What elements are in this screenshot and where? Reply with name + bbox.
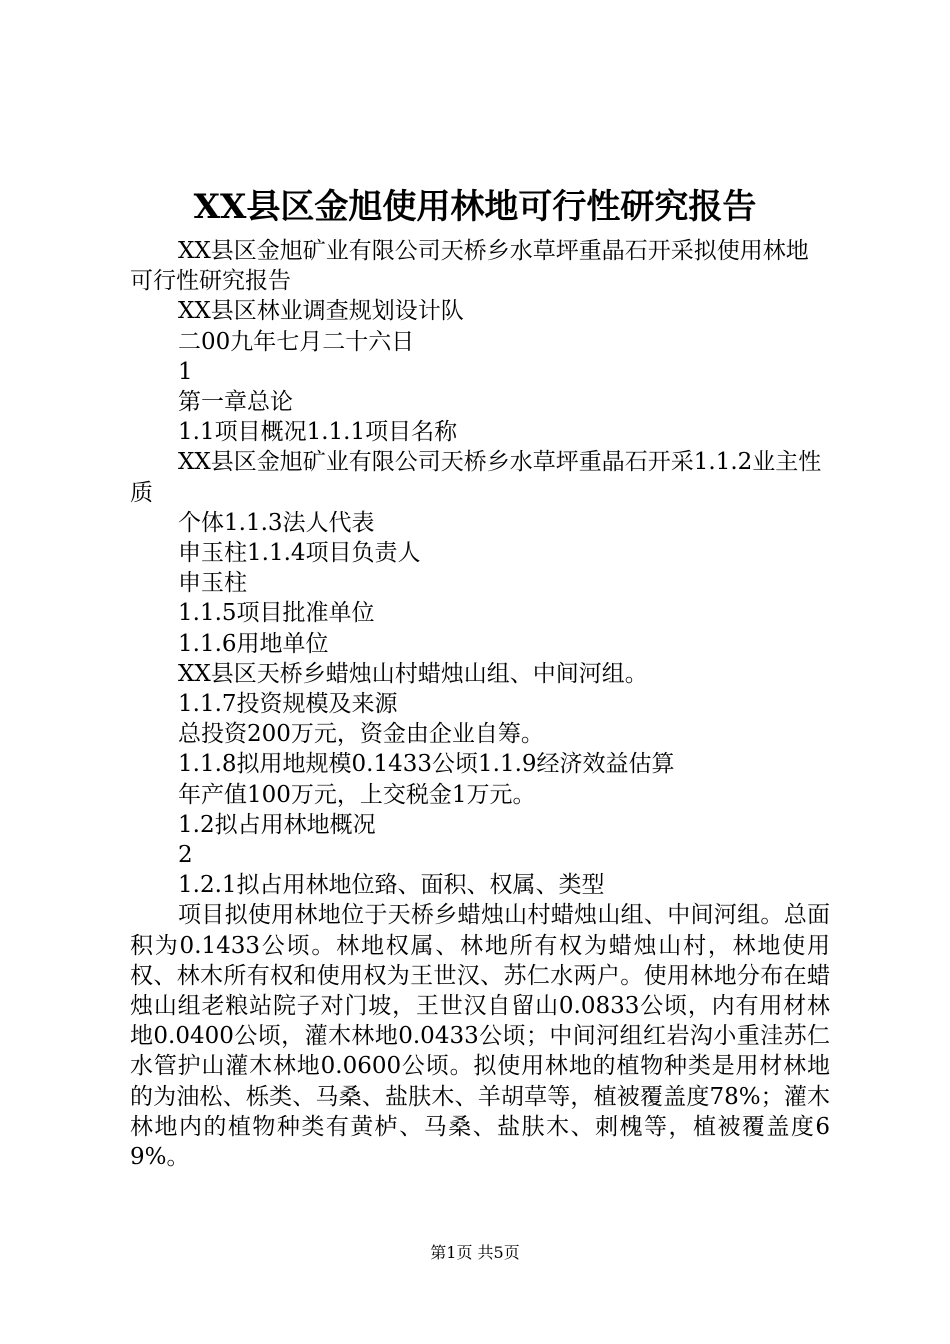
document-body	[130, 236, 830, 1172]
paragraph-land-unit-value: XX县区天桥乡蜡烛山村蜡烛山组、中间河组。	[178, 660, 648, 687]
paragraph-report-full-title: XX县区金旭矿业有限公司天桥乡水草坪重晶石开采拟使用林地可行性研究报告	[130, 238, 809, 295]
paragraph-land-scale: 1.1.8拟用地规模0.1433公顷1.1.9经济效益估算	[178, 751, 675, 778]
paragraph-project-lead: 申玉柱	[178, 570, 247, 597]
paragraph-investment-heading: 1.1.7投资规模及来源	[178, 691, 398, 718]
paragraph-project-name: XX县区金旭矿业有限公司天桥乡水草坪重晶石开采1.1.2业主性质	[130, 449, 822, 506]
paragraph-section-1-2: 1.2拟占用林地概况	[178, 811, 376, 838]
paragraph-author-unit: XX县区林业调查规划设计队	[178, 298, 464, 325]
paragraph-legal-rep: 申玉柱1.1.4项目负责人	[178, 540, 421, 567]
page-footer: 第1页 共5页	[430, 1243, 520, 1262]
paragraph-approval-unit: 1.1.5项目批准单位	[178, 600, 375, 627]
paragraph-date: 二00九年七月二十六日	[178, 328, 415, 355]
paragraph-output-value: 年产值100万元，上交税金1万元。	[178, 781, 536, 808]
paragraph-section-1-2-1: 1.2.1拟占用林地位臵、面积、权属、类型	[178, 872, 605, 899]
paragraph-page-number-2: 2	[178, 842, 193, 869]
paragraph-land-unit: 1.1.6用地单位	[178, 630, 329, 657]
paragraph-investment-value: 总投资200万元，资金由企业自筹。	[178, 721, 544, 748]
document-title: XX县区金旭使用林地可行性研究报告	[193, 187, 757, 227]
paragraph-section-1-1: 1.1项目概况1.1.1项目名称	[178, 419, 458, 446]
paragraph-page-number-1: 1	[178, 358, 193, 385]
paragraph-owner-nature: 个体1.1.3法人代表	[178, 509, 375, 536]
paragraph-land-description: 项目拟使用林地位于天桥乡蜡烛山村蜡烛山组、中间河组。总面积为0.1433公顷。林地权属、林地所有权为蜡烛山村，林地使用权、林木所有权和使用权为王世汉、苏仁水两户。使用林地分布在蜡烛山组老粮站院子对门坡，王世汉自留山0.0833公顷，内有用材林地0.0400公顷，灌木林地0.0433公顷；中间河组红岩沟小重洼苏仁水管护山灌木林地0.0600公顷。拟使用林地的植物种类是用材林地的为油松、栎类、马桑、盐肤木、羊胡草等，植被覆盖度78%；灌木林地内的植物种类有黄栌、马桑、盐肤木、刺槐等，植被覆盖度69%。	[130, 902, 830, 1171]
paragraph-chapter-heading: 第一章总论	[178, 389, 293, 416]
